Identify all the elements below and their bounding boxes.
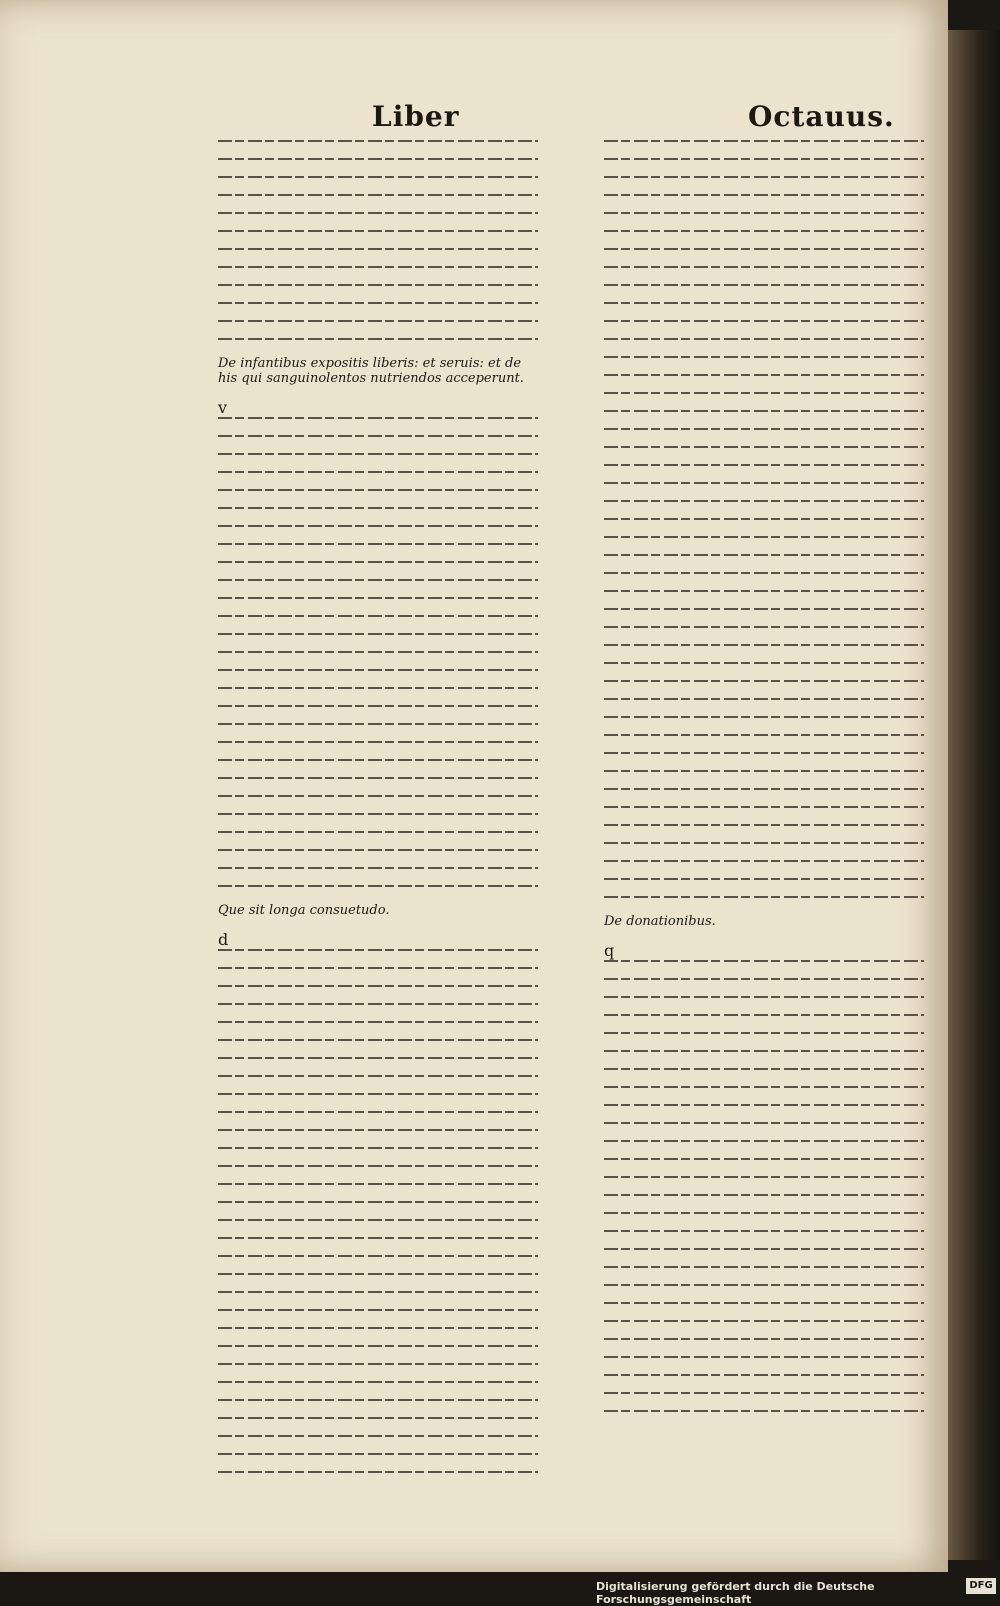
section-rubric-donationibus: De donationibus. [604,914,716,929]
section-rubric-infantibus: De infantibus expositis liberis: et seruis: et de his qui sanguinolentos nutriendos acceperunt. [218,356,524,386]
running-head-left: Liber [372,100,460,133]
initial-letter: q [604,941,615,960]
section-rubric-consuetudo: Que sit longa consuetudo. [218,903,390,918]
right-column [604,140,924,1428]
initial-letter: d [218,930,229,949]
dfg-logo: DFG [966,1578,996,1594]
left-column [218,140,538,1489]
running-head-right: Octauus. [748,100,895,133]
footer-text: Digitalisierung gefördert durch die Deutsche Forschungsgemeinschaft [596,1580,875,1606]
book-edge [948,30,1000,1560]
initial-letter: v [218,398,228,417]
